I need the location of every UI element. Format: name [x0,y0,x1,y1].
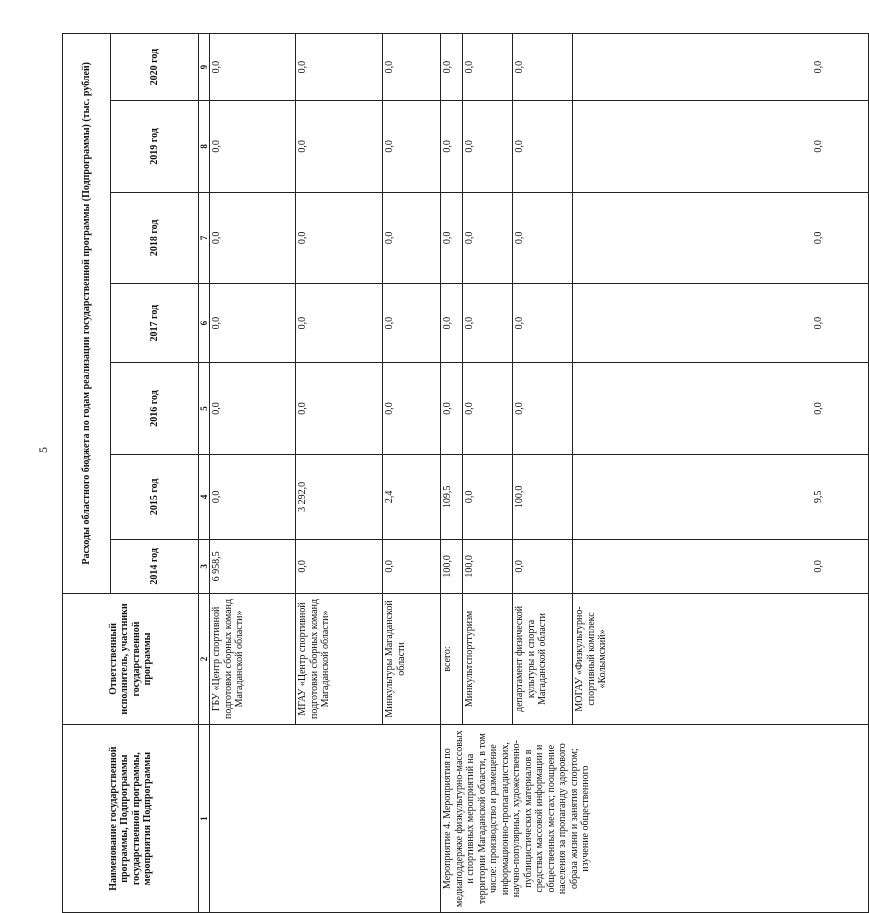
value-cell: 0,0 [513,101,573,192]
executor-cell: всего: [441,593,463,725]
executor-cell: МГАУ «Центр спортивной подготовки сборных команд Магаданской области» [296,593,383,725]
executor-cell: МОГАУ «Физкультурно-спортивный комплекс «Колымский» [573,593,869,725]
page-number: 5 [36,447,50,453]
column-number: 9 [199,34,210,101]
value-cell: 2,4 [383,454,441,539]
value-cell: 0,0 [463,192,513,283]
header-year: 2017 год [111,284,199,363]
column-number: 2 [199,593,210,725]
value-cell: 0,0 [296,540,383,594]
executor-cell: Минкультспорттуризм [463,593,513,725]
value-cell: 0,0 [210,101,296,192]
column-number: 3 [199,540,210,594]
budget-table [62,33,869,913]
column-number: 5 [199,363,210,454]
header-year: 2014 год [111,540,199,594]
value-cell: 3 292,0 [296,454,383,539]
value-cell: 0,0 [296,284,383,363]
measure-4-cell: Мероприятие 4. Мероприятия по медиаподдержке физкультурно-массовых и спортивных мероприятий на территории Магаданской области, в том числе: производство и размещение информационно-пропагандистских, научно-популярных, художественно-публицистических материалов в средствах массовой информации и общественных местах; поощрение населения за пропаганду здорового образа жизни и занятия спортом; изучение общественного [441,725,869,913]
budget-table-sheet [62,33,824,913]
executor-cell: департамент физической культуры и спорта Магаданской области [513,593,573,725]
value-cell: 0,0 [463,363,513,454]
value-cell: 0,0 [296,192,383,283]
value-cell: 0,0 [573,34,869,101]
value-cell: 0,0 [513,284,573,363]
value-cell: 0,0 [441,101,463,192]
value-cell: 6 958,5 [210,540,296,594]
column-number: 7 [199,192,210,283]
column-number: 4 [199,454,210,539]
value-cell: 0,0 [210,284,296,363]
value-cell: 0,0 [573,192,869,283]
column-number: 1 [199,725,210,913]
value-cell: 0,0 [383,192,441,283]
value-cell: 0,0 [441,363,463,454]
value-cell: 0,0 [573,540,869,594]
executor-cell: Минкультуры Магаданской области [383,593,441,725]
column-number: 6 [199,284,210,363]
value-cell: 0,0 [513,540,573,594]
value-cell: 109,5 [441,454,463,539]
table-row [441,34,463,913]
value-cell: 0,0 [296,363,383,454]
column-number: 8 [199,101,210,192]
value-cell: 0,0 [463,454,513,539]
header-year: 2019 год [111,101,199,192]
value-cell: 0,0 [383,363,441,454]
value-cell: 0,0 [441,34,463,101]
value-cell: 0,0 [210,192,296,283]
value-cell: 0,0 [513,192,573,283]
value-cell: 0,0 [573,101,869,192]
value-cell: 0,0 [573,363,869,454]
value-cell: 0,0 [463,101,513,192]
value-cell: 0,0 [463,34,513,101]
value-cell: 0,0 [383,284,441,363]
value-cell: 0,0 [513,34,573,101]
header-year: 2015 год [111,454,199,539]
value-cell: 0,0 [210,454,296,539]
value-cell: 100,0 [441,540,463,594]
value-cell: 0,0 [383,101,441,192]
value-cell: 0,0 [296,34,383,101]
header-year: 2016 год [111,363,199,454]
value-cell: 9,5 [573,454,869,539]
value-cell: 0,0 [441,284,463,363]
value-cell: 100,0 [513,454,573,539]
value-cell: 0,0 [441,192,463,283]
value-cell: 0,0 [383,34,441,101]
value-cell: 0,0 [296,101,383,192]
value-cell: 0,0 [210,34,296,101]
value-cell: 0,0 [463,284,513,363]
header-name: Наименование государственной программы, Подпрограммы государственной программы, мероприятия Подпрограммы [63,725,199,913]
value-cell: 100,0 [463,540,513,594]
header-expenses: Расходы областного бюджета по годам реализации государственной программы (Подпрограммы) (тыс. рублей) [63,34,111,594]
table-row [210,34,296,913]
value-cell: 0,0 [513,363,573,454]
header-year: 2018 год [111,192,199,283]
measure-name-cell [210,725,441,913]
value-cell: 0,0 [210,363,296,454]
value-cell: 0,0 [383,540,441,594]
header-year: 2020 год [111,34,199,101]
header-executor: Ответственный исполнитель, участники государственной программы [63,593,199,725]
value-cell: 0,0 [573,284,869,363]
executor-cell: ГБУ «Центр спортивной подготовки сборных команд Магаданской области» [210,593,296,725]
